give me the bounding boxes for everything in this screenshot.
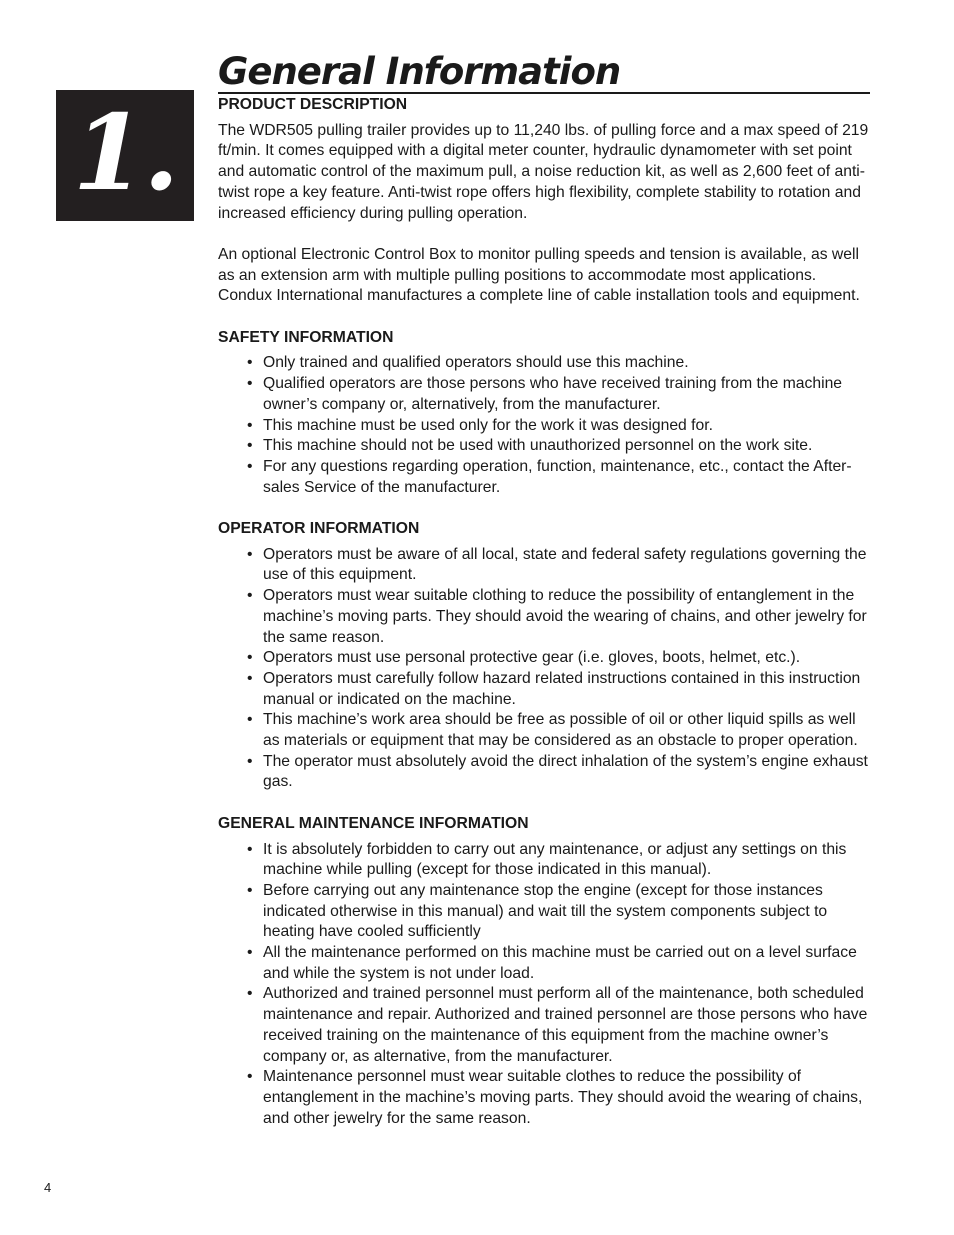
list-item-text: All the maintenance performed on this machine must be carried out on a level surface and while the system is not under load. (263, 944, 857, 982)
list-item-text: Maintenance personnel must wear suitable clothes to reduce the possibility of entanglement in the machine’s moving parts. They should avoid the wearing of chains, and other jewelry for the same reason. (263, 1068, 863, 1127)
product-description-heading: PRODUCT DESCRIPTION (218, 96, 408, 113)
product-description-paragraph: The WDR505 pulling trailer provides up to 11,240 lbs. of pulling force and a max speed of 219 ft/min. It comes equipped with a digital meter counter, hydraulic dynamometer with set point and automatic control of the maximum pull, a noise reduction kit, as well as 2,600 feet of anti-twist rope a key feature. Anti-twist rope offers high flexibility, complete stability to rotation and increased efficiency during pulling operation. (218, 121, 869, 222)
bullet-icon: • (247, 587, 253, 605)
list-item (247, 881, 873, 943)
list-item (247, 457, 873, 498)
bullet-icon: • (247, 944, 253, 962)
list-item-text: Operators must carefully follow hazard related instructions contained in this instruction manual or indicated on the machine. (263, 669, 861, 708)
page-number: 4 (44, 1180, 52, 1195)
list-item-text: It is absolutely forbidden to carry out any maintenance, or adjust any settings on this machine while pulling (except for those indicated in this manual). (263, 840, 847, 879)
bullet-icon: • (247, 437, 253, 455)
list-item (247, 374, 873, 415)
bullet-icon: • (247, 840, 253, 858)
maintenance-information-list (218, 840, 873, 1130)
list-item (247, 752, 873, 793)
bullet-icon: • (247, 1068, 253, 1086)
list-item-text: Qualified operators are those persons who have received training from the machine owner’s company or, alternatively, from the manufacturer. (263, 375, 843, 413)
list-item (247, 436, 873, 457)
list-item-text: This machine’s work area should be free as possible of oil or other liquid spills as well as materials or equipment that may be considered as an obstacle to proper operation. (263, 711, 858, 750)
bullet-icon: • (247, 985, 253, 1003)
maintenance-information-heading: GENERAL MAINTENANCE INFORMATION (218, 814, 529, 832)
list-item-text: This machine must be used only for the work it was designed for. (263, 416, 713, 434)
list-item (247, 984, 873, 1067)
list-item (247, 545, 873, 586)
page-title: General Information (218, 50, 621, 93)
operator-information-list (218, 545, 873, 793)
safety-information-heading: SAFETY INFORMATION (218, 328, 394, 346)
operator-information-heading: OPERATOR INFORMATION (218, 520, 420, 538)
bullet-icon: • (247, 649, 253, 667)
bullet-icon: • (247, 375, 253, 393)
bullet-icon: • (247, 669, 253, 687)
bullet-icon: • (247, 711, 253, 729)
list-item-text: Only trained and qualified operators should use this machine. (263, 354, 689, 372)
list-item (247, 586, 873, 648)
bullet-icon: • (247, 457, 253, 475)
list-item (247, 1067, 873, 1129)
list-item-text: Operators must wear suitable clothing to reduce the possibility of entanglement in the machine’s moving parts. They should avoid the wearing of chains, and other jewelry for the same reason. (263, 587, 867, 646)
list-item (247, 353, 873, 374)
list-item-text: Operators must be aware of all local, state and federal safety regulations governing the use of this equipment. (263, 545, 867, 584)
chapter-number: 1. (72, 90, 178, 214)
title-rule (218, 92, 870, 94)
list-item (247, 710, 873, 751)
list-item (247, 943, 873, 984)
list-item (247, 416, 873, 437)
bullet-icon: • (247, 545, 253, 563)
list-item (247, 648, 873, 669)
bullet-icon: • (247, 881, 253, 899)
list-item-text: Operators must use personal protective gear (i.e. gloves, boots, helmet, etc.). (263, 649, 801, 667)
main-content (218, 95, 873, 1150)
safety-information-list (218, 353, 873, 498)
list-item (247, 840, 873, 881)
list-item (247, 669, 873, 710)
bullet-icon: • (247, 354, 253, 372)
list-item-text: This machine should not be used with unauthorized personnel on the work site. (263, 437, 813, 455)
chapter-number-block (56, 90, 194, 221)
list-item-text: Before carrying out any maintenance stop the engine (except for those instances indicated otherwise in this manual) and wait till the system components subject to heating have cooled sufficiently (263, 881, 828, 941)
bullet-icon: • (247, 416, 253, 434)
product-options-paragraph: An optional Electronic Control Box to monitor pulling speeds and tension is available, as well as an extension arm with multiple pulling positions to accommodate most applications. Condux International manufactures a complete line of cable installation tools and equipment. (218, 245, 860, 305)
list-item-text: The operator must absolutely avoid the direct inhalation of the system’s engine exhaust gas. (263, 752, 868, 791)
bullet-icon: • (247, 752, 253, 770)
list-item-text: Authorized and trained personnel must perform all of the maintenance, both scheduled maintenance and repair. Authorized and trained personnel are those persons who have received training on the maintenance of this equipment from the machine owner’s company or, as alternative, from the manufacturer. (263, 985, 868, 1065)
list-item-text: For any questions regarding operation, function, maintenance, etc., contact the After-sales Service of the manufacturer. (263, 457, 852, 496)
